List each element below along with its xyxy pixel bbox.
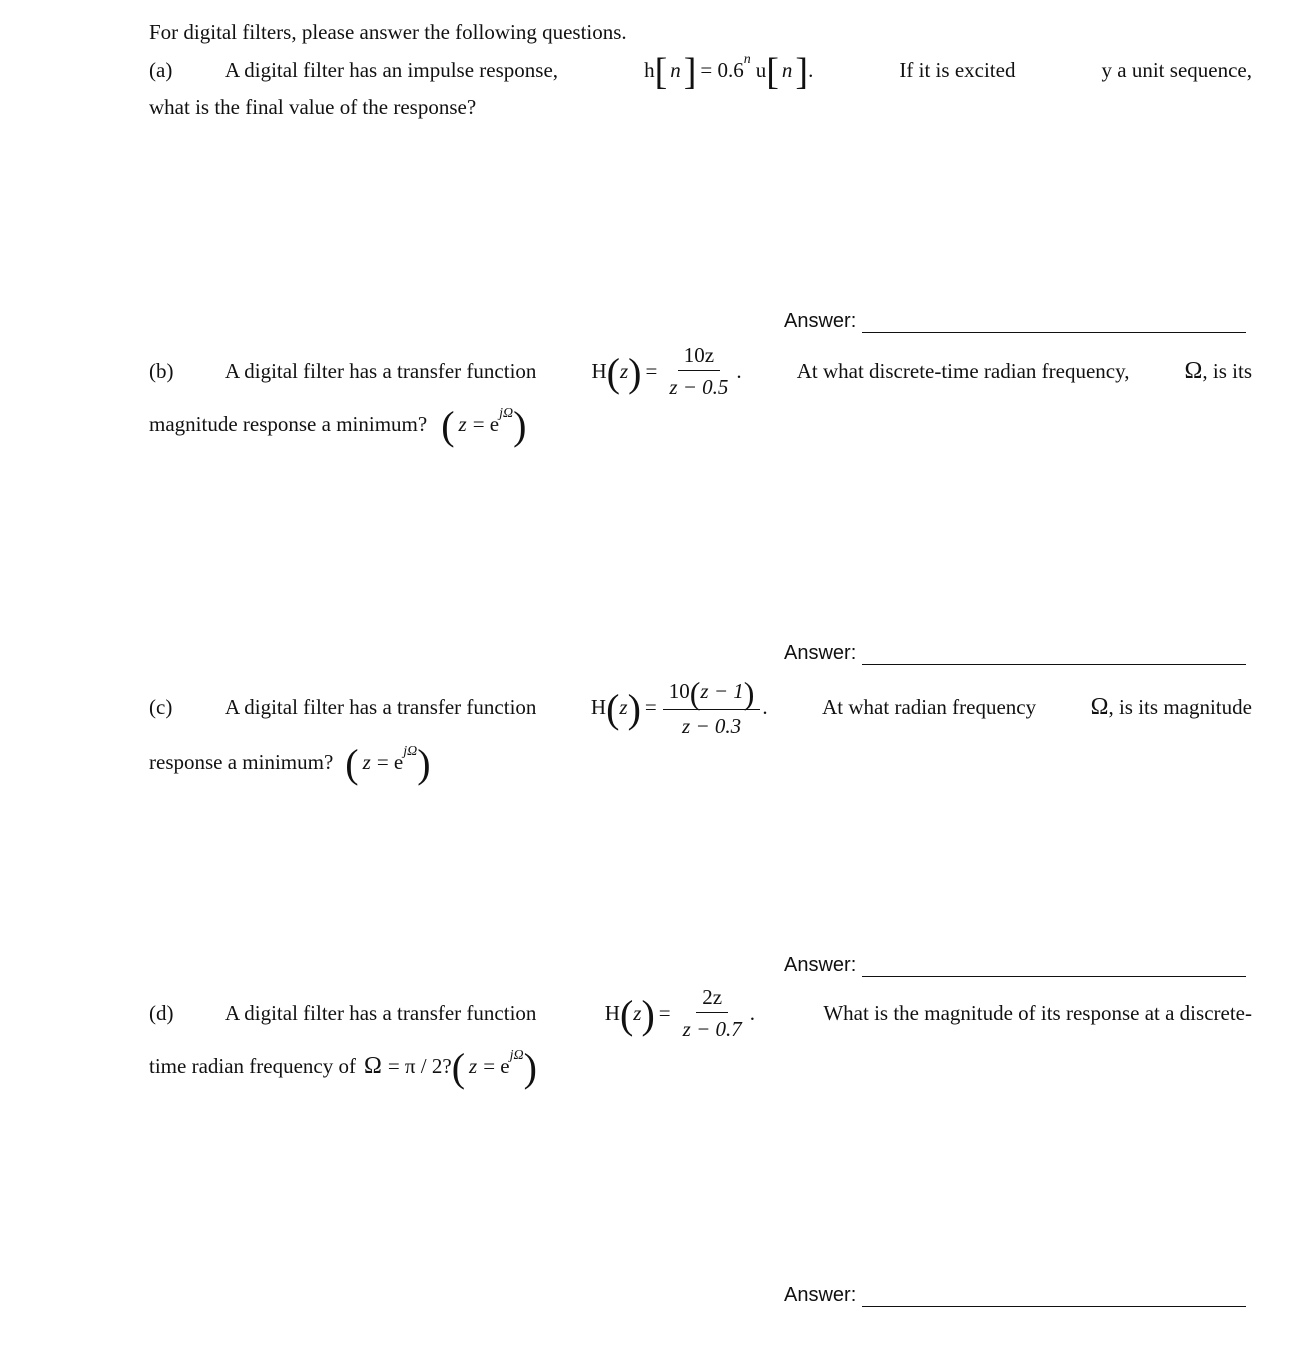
answer-b-blank[interactable] — [862, 642, 1246, 665]
question-c-equation: H ( z ) = 10 ( z − 1 ) z − 0.3 . — [590, 674, 768, 738]
question-b-line1: (b) A digital filter has a transfer function H ( z ) = $\frac{10z}{z - 0.5}$ . At what discrete-time radian frequency, Ω , is its — [149, 342, 1252, 399]
omega-symbol: Ω — [1184, 357, 1203, 384]
omega-symbol: Ω — [1090, 693, 1109, 720]
question-b-line2: magnitude response a minimum? ( z = e jΩ ) — [149, 403, 527, 448]
question-b-fraction: $\frac{10z}{z - 0.5}$ — [669, 342, 729, 399]
question-c-text: A digital filter has a transfer function — [225, 694, 537, 719]
intro-text: For digital filters, please answer the following questions. — [149, 20, 627, 44]
question-d-fraction: $\frac{2z}{z - 0.7}$ — [682, 984, 742, 1041]
answer-b: Answer: — [784, 640, 1246, 665]
question-a-text-after: If it is excited — [899, 57, 1016, 82]
question-b-text-after: At what discrete-time radian frequency, — [796, 358, 1130, 383]
question-b-equation: H ( z ) = $\frac{10z}{z - 0.5}$ . — [591, 342, 742, 399]
answer-d: Answer: — [784, 1282, 1246, 1307]
question-a-text-after2: y a unit sequence, — [1101, 57, 1252, 82]
question-b-text: A digital filter has a transfer function — [225, 358, 537, 383]
question-c-line2: response a minimum? ( z = e jΩ ) — [149, 741, 431, 786]
question-b-label: (b) — [149, 358, 174, 383]
question-d-line1 — [149, 980, 1252, 1046]
question-c-label: (c) — [149, 694, 173, 719]
answer-a: Answer: — [784, 308, 1246, 333]
question-c-fraction: 10 ( z − 1 ) z − 0.3 — [663, 675, 761, 739]
question-a-label: (a) — [149, 57, 173, 82]
question-a-text: A digital filter has an impulse response, — [225, 57, 559, 82]
question-d-line2: time radian frequency of Ω = π / 2? ( z = e jΩ ) — [149, 1045, 537, 1090]
question-c-text-after: At what radian frequency — [822, 694, 1037, 719]
answer-d-blank[interactable] — [862, 1284, 1246, 1307]
question-d-equation: H ( z ) = $\frac{2z}{z - 0.7}$ . — [604, 984, 755, 1041]
omega-symbol: Ω — [364, 1052, 382, 1079]
answer-c: Answer: — [784, 952, 1246, 977]
question-a-line1 — [149, 48, 1252, 92]
question-d-label: (d) — [149, 1000, 174, 1025]
question-a-equation: h [ n ] = 0.6 n u [ n ] . — [644, 51, 814, 93]
question-d-text-after: What is the magnitude of its response at a discrete- — [823, 1000, 1252, 1025]
question-a-line2: what is the final value of the response? — [149, 95, 477, 119]
question-c-line1: (c) A digital filter has a transfer function H ( z ) = 10 ( z − 1 ) z − 0.3 . At what radian frequency Ω , is its magnitude — [149, 674, 1252, 738]
answer-a-blank[interactable] — [862, 310, 1246, 333]
question-d-text: A digital filter has a transfer function — [225, 1000, 537, 1025]
answer-c-blank[interactable] — [862, 954, 1246, 977]
